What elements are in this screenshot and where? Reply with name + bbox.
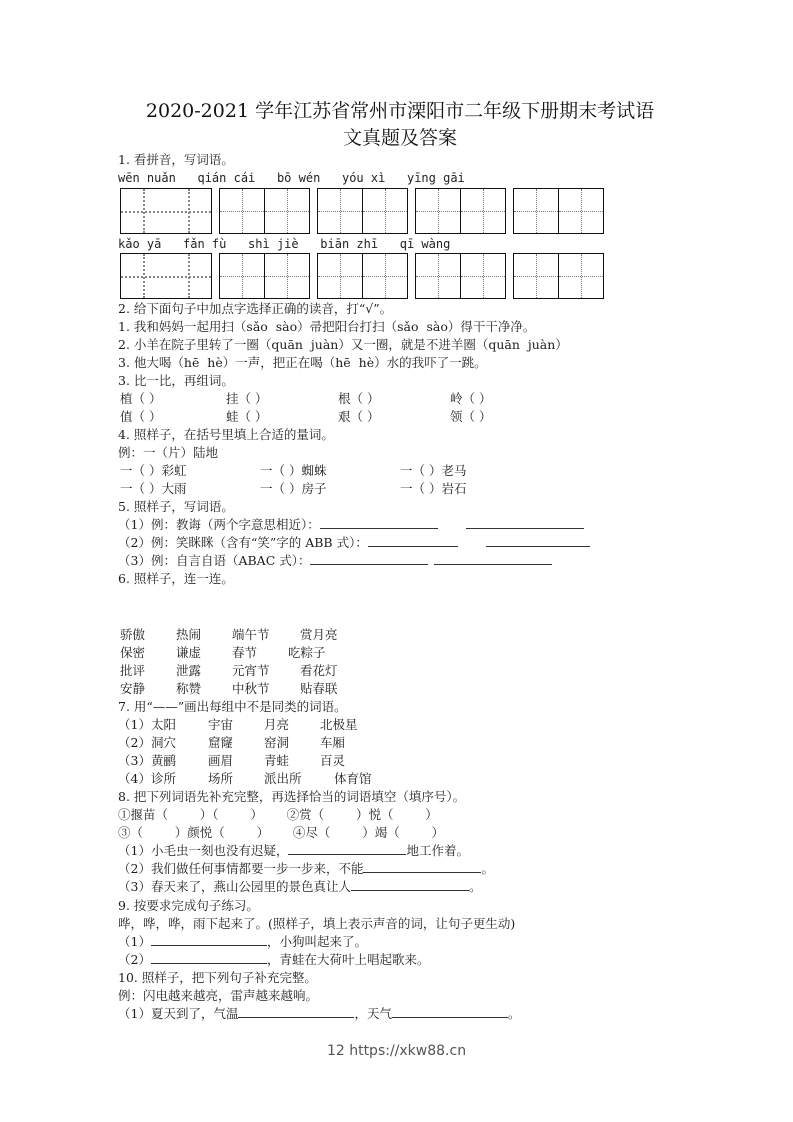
q2-heading: 2. 给下面句子中加点字选择正确的读音，打“√”。 (118, 301, 393, 316)
match-word[interactable]: 中秋节 (232, 681, 270, 696)
q8-s2-prefix: （2）我们做任何事情都要一步一步来，不能 (118, 861, 364, 876)
q3-grid (120, 390, 491, 426)
match-word[interactable]: 元宵节 (232, 663, 270, 678)
q7-word[interactable]: 派出所 (264, 771, 302, 786)
match-word[interactable]: 骄傲 (120, 627, 146, 642)
q9-example: 哗，哗，哗，雨下起来了。(照样子，填上表示声音的词，让句子更生动) (118, 916, 516, 931)
q7-word[interactable]: 窟窿 (208, 735, 234, 750)
q5-item-3 (118, 552, 552, 570)
q2-item-3: 3. 他大喝（hē hè）一声，把正在喝（hē hè）水的我吓了一跳。 (118, 355, 487, 370)
q7-word[interactable]: （1）太阳 (118, 717, 176, 732)
q7-word[interactable]: 场所 (208, 771, 234, 786)
match-word[interactable]: 安静 (120, 681, 146, 696)
q7-word[interactable]: 北极星 (320, 717, 358, 732)
q10-s1-suffix: 。 (507, 1006, 521, 1021)
q7-word[interactable]: （2）洞穴 (118, 735, 176, 750)
q8-row2[interactable]: ③（ ）颜悦（ ） ④尽（ ）竭（ ） (118, 825, 444, 840)
match-word[interactable]: 谦虚 (176, 645, 202, 660)
q3-item[interactable]: 植（ ） (120, 391, 162, 406)
q1-grid-row2 (120, 253, 604, 299)
q9-s1-suffix: ，小狗叫起来了。 (266, 934, 367, 949)
q4-grid (120, 462, 466, 498)
q7-word[interactable]: 宇宙 (208, 717, 234, 732)
writing-box[interactable] (317, 188, 408, 234)
writing-box[interactable] (120, 188, 212, 234)
q9-sentence-2 (118, 951, 429, 969)
q3-item[interactable]: 领（ ） (450, 409, 492, 424)
q7-word[interactable]: 车厢 (320, 735, 346, 750)
match-word[interactable]: 吃粽子 (288, 645, 326, 660)
answer-blank[interactable] (392, 1005, 508, 1018)
q9-heading: 9. 按要求完成句子练习。 (118, 898, 259, 913)
answer-blank[interactable] (351, 878, 469, 891)
q7-grid (118, 716, 372, 788)
answer-blank[interactable] (368, 534, 458, 547)
q7-word[interactable]: （4）诊所 (118, 771, 176, 786)
answer-blank[interactable] (151, 951, 267, 964)
q4-item[interactable]: 一（ ）房子 (260, 481, 327, 496)
match-word[interactable]: 批评 (120, 663, 146, 678)
q3-item[interactable]: 蛙（ ） (226, 409, 268, 424)
q1-pinyin-row1: wēn nuǎn qián cái bō wén yóu xì yīng gāi (118, 171, 465, 185)
q5-item-1-label: （1）例：教诲（两个字意思相近）： (118, 517, 320, 532)
q7-word[interactable]: （3）黄鹂 (118, 753, 176, 768)
match-word[interactable]: 保密 (120, 645, 146, 660)
q1-pinyin-row2: kǎo yā fǎn fù shì jiè biān zhī qī wàng (118, 237, 451, 251)
answer-blank[interactable] (434, 552, 552, 565)
q6-heading: 6. 照样子，连一连。 (118, 571, 234, 586)
q3-heading: 3. 比一比，再组词。 (118, 373, 234, 388)
q7-heading: 7. 用“——”画出每组中不是同类的词语。 (118, 699, 347, 714)
q10-heading: 10. 照样子，把下列句子补充完整。 (118, 970, 317, 985)
q9-s2-prefix: （2） (118, 952, 151, 967)
q10-s1-prefix: （1）夏天到了，气温 (118, 1006, 239, 1021)
q4-heading: 4. 照样子，在括号里填上合适的量词。 (118, 427, 334, 442)
q9-s2-suffix: ，青蛙在大荷叶上唱起歌来。 (266, 952, 430, 967)
q5-item-2 (118, 534, 590, 552)
q8-sentence-2 (118, 860, 494, 878)
q7-word[interactable]: 画眉 (208, 753, 234, 768)
q4-example: 例：一（片）陆地 (118, 445, 219, 460)
q8-s2-suffix: 。 (481, 861, 494, 876)
q6-matching-grid (120, 626, 338, 698)
q8-s3-suffix: 。 (468, 879, 482, 894)
q4-item[interactable]: 一（ ）彩虹 (120, 463, 187, 478)
writing-box[interactable] (415, 188, 506, 234)
q1-grid-row1 (120, 188, 604, 234)
q7-word[interactable]: 百灵 (320, 753, 346, 768)
q8-sentence-3 (118, 878, 481, 896)
q10-example: 例：闪电越来越亮，雷声越来越响。 (118, 988, 319, 1003)
answer-blank[interactable] (151, 933, 267, 946)
q8-s1-suffix: 地工作着。 (406, 843, 469, 858)
answer-blank[interactable] (486, 534, 590, 547)
q4-item[interactable]: 一（ ）蜘蛛 (260, 463, 327, 478)
q5-item-2-label: （2）例：笑眯眯（含有“笑”字的 ABB 式）： (118, 535, 368, 550)
writing-box[interactable] (513, 188, 604, 234)
q3-item[interactable]: 挂（ ） (226, 391, 268, 406)
match-word[interactable]: 端午节 (232, 627, 270, 642)
page-title-line2: 文真题及答案 (342, 127, 457, 149)
q5-item-3-label: （3）例：自言自语（ABAC 式）： (118, 553, 311, 568)
q7-word[interactable]: 窑洞 (264, 735, 290, 750)
writing-box[interactable] (513, 253, 604, 299)
q5-item-1 (118, 516, 584, 534)
q2-item-1: 1. 我和妈妈一起用扫（sǎo sào）帚把阳台打扫（sǎo sào）得干干净净。 (118, 319, 536, 334)
q3-item[interactable]: 值（ ） (120, 409, 162, 424)
answer-blank[interactable] (288, 842, 406, 855)
q9-sentence-1 (118, 933, 367, 951)
answer-blank[interactable] (466, 516, 584, 529)
writing-box[interactable] (219, 188, 310, 234)
q8-s3-prefix: （3）春天来了，燕山公园里的景色真让人 (118, 879, 351, 894)
writing-box[interactable] (317, 253, 408, 299)
q9-s1-prefix: （1） (118, 934, 151, 949)
q7-word[interactable]: 体育馆 (334, 771, 372, 786)
writing-box[interactable] (120, 253, 212, 299)
q3-item[interactable]: 岭（ ） (450, 391, 492, 406)
q4-item[interactable]: 一（ ）大雨 (120, 481, 187, 496)
match-word[interactable]: 看花灯 (300, 663, 338, 678)
q2-item-2: 2. 小羊在院子里转了一圈（quān juàn）又一圈，就是不进羊圈（quān juàn） (118, 337, 568, 352)
match-word[interactable]: 春节 (232, 645, 258, 660)
q1-heading: 1. 看拼音，写词语。 (118, 152, 234, 167)
q4-item[interactable]: 一（ ）老马 (400, 463, 467, 478)
writing-box[interactable] (415, 253, 506, 299)
answer-blank[interactable] (238, 1005, 354, 1018)
q7-word[interactable]: 月亮 (264, 717, 290, 732)
q10-s1-middle: ，天气 (354, 1006, 392, 1021)
q5-heading: 5. 照样子，写词语。 (118, 499, 234, 514)
match-word[interactable]: 贴春联 (300, 681, 338, 696)
q8-heading: 8. 把下列词语先补充完整，再选择恰当的词语填空（填序号）。 (118, 789, 466, 804)
page-footer: 12 https://xkw88.cn (326, 1043, 467, 1059)
q3-item[interactable]: 艰（ ） (338, 409, 380, 424)
answer-blank[interactable] (363, 860, 481, 873)
answer-blank[interactable] (310, 552, 428, 565)
q8-sentence-1 (118, 842, 469, 860)
page-title-line1: 2020-2021 学年江苏省常州市溧阳市二年级下册期末考试语 (145, 100, 655, 122)
match-word[interactable]: 赏月亮 (300, 627, 338, 642)
writing-box[interactable] (219, 253, 310, 299)
q3-item[interactable]: 根（ ） (338, 391, 380, 406)
q4-item[interactable]: 一（ ）岩石 (400, 481, 467, 496)
answer-blank[interactable] (320, 516, 438, 529)
q7-word[interactable]: 青蛙 (264, 753, 290, 768)
q10-sentence-1 (118, 1005, 521, 1023)
q8-row1[interactable]: ①揠苗（ ）（ ） ②赏（ ）悦（ ） (118, 807, 438, 822)
match-word[interactable]: 泄露 (176, 663, 202, 678)
match-word[interactable]: 称赞 (176, 681, 202, 696)
q8-s1-prefix: （1）小毛虫一刻也没有迟疑， (118, 843, 289, 858)
match-word[interactable]: 热闹 (176, 627, 202, 642)
